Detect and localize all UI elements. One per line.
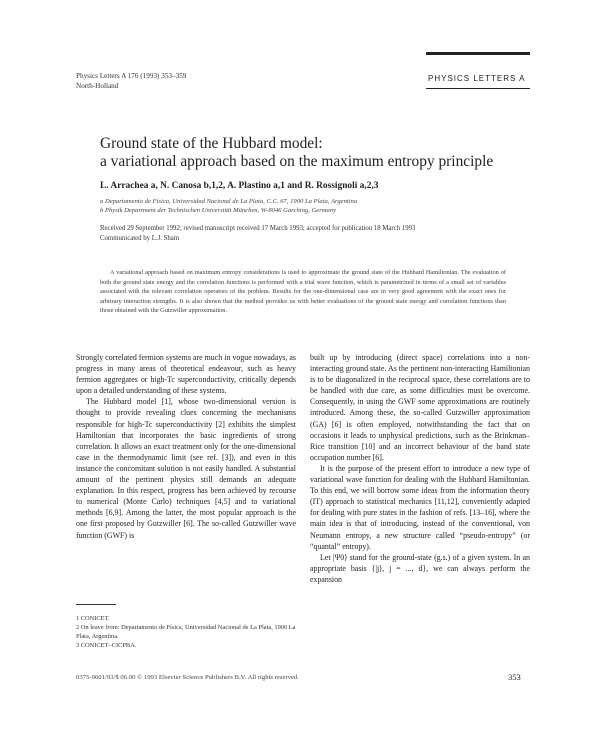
affiliation-a: a Departamento de Física, Universidad Nacional de La Plata, C.C. 67, 1900 La Plata, Argentina	[100, 198, 358, 205]
abstract: A variational approach based on maximum entropy considerations is used to approximate the ground state of the Hubbard Hamiltonian. The evaluation of both the ground state energy and the correlation functions is performed with a trial wave function, which is parametrized in terms of a small set of variables associated with the relevant correlation operators of the problem. Results for the one-dimensional case are in very good agreement with the exact ones for arbitrary interaction strengths. It is also shown that the method provides us with better evaluations of the ground state energy and correlation functions than those obtained with the Gutzwiller approximation.	[100, 269, 506, 315]
journal-reference	[76, 71, 186, 91]
body-right-column	[310, 352, 530, 585]
footnote-rule	[76, 604, 116, 605]
paragraph: It is the purpose of the present effort to introduce a new type of variational wave function for dealing with the Hubbard Hamiltonian. To this end, we will borrow some ideas from the information theory (IT) approach to statistical mechanics [11,12], conveniently adapted for dealing with pure states in the fashion of refs. [13–16], where the main idea is that of introducing, instead of the conventional, von Neumann entropy, a new structure called “pseudo-entropy” (or “quantal” entropy).	[310, 463, 530, 551]
copyright-line: 0375-9601/93/$ 06.00 © 1993 Elsevier Science Publishers B.V. All rights reserved.	[76, 674, 300, 681]
affiliation-b: b Physik Department der Technischen Universität München, W-8046 Garching, Germany	[100, 207, 337, 214]
journal-citation: Physics Letters A 176 (1993) 353–359	[76, 72, 187, 80]
affiliations	[100, 197, 357, 215]
header-rule-top	[426, 52, 530, 55]
paragraph: Let |Ψ0⟩ stand for the ground-state (g.s.) of a given system. In an appropriate basis {|j⟩, j = ..., d}, we can always perform the expansion	[310, 552, 530, 584]
paragraph: Strongly correlated fermion systems are much in vogue nowadays, as progress in many areas of theoretical endeavour, such as heavy fermion aggregates or high-Tc superconductivity, critically depends upon a detailed understanding of these systems.	[76, 353, 296, 396]
communicated-by: Communicated by L.J. Sham	[100, 235, 180, 242]
footnote-1: 1 CONICET.	[76, 615, 110, 622]
paragraph: The Hubbard model [1], whose two-dimensional version is thought to provide revealing clues concerning the mechanisms responsible for high-Tc superconductivity [2] exhibits the simplest Hamiltonian that incorporates the basic ingredients of strong correlation. It allows an exact treatment only for the one-dimensional case in the thermodynamic limit (see ref. [3]), and even in this instance the concomitant solution is not easily handled. A substantial amount of the pertinent physics still demands an adequate explanation. In this respect, progress has been achieved by recourse to numerical (Monte Carlo) techniques [4,5] and to variational methods [6,9]. Among the latter, the most popular approach is the one first proposed by Gutzwiller [6]. The so-called Gutzwiller wave function (GWF) is	[76, 397, 296, 540]
dates-block	[100, 224, 415, 244]
title-line-1: Ground state of the Hubbard model:	[100, 135, 323, 152]
paper-title	[100, 135, 493, 171]
footnote-3: 3 CONICET–CICPBA.	[76, 642, 137, 649]
footnote-2: 2 On leave from: Departamento de Física, Universidad Nacional de La Plata, 1900 La Plata, Argentina.	[76, 624, 296, 640]
footnotes	[76, 614, 296, 650]
header-rule-bottom	[426, 88, 530, 89]
received-dates: Received 29 September 1992; revised manuscript received 17 March 1993; accepted for publication 18 March 1993	[100, 225, 416, 232]
journal-brand: PHYSICS LETTERS A	[428, 74, 526, 83]
paragraph: built up by introducing (direct space) correlations into a non-interacting ground state. As the pertinent non-interacting Hamiltonian is to be diagonalized in the reciprocal space, these correlations are to be handled with due care, as some difficulties must be overcome. Consequently, in using the GWF some approximations are routinely introduced. Among these, the so-called Gutzwiller approximation (GA) [6] is often employed, notwithstanding the fact that on occasions it leads to unphysical predictions, such as the Brinkman–Rice transition [10] and an incorrect behaviour of the band state occupation number [6].	[310, 353, 531, 462]
page-number: 353	[508, 672, 521, 682]
author-list: L. Arrachea a, N. Canosa b,1,2, A. Plastino a,1 and R. Rossignoli a,2,3	[100, 181, 379, 191]
title-line-2: a variational approach based on the maximum entropy principle	[100, 153, 494, 170]
publisher: North-Holland	[76, 82, 119, 90]
body-left-column	[76, 352, 296, 541]
